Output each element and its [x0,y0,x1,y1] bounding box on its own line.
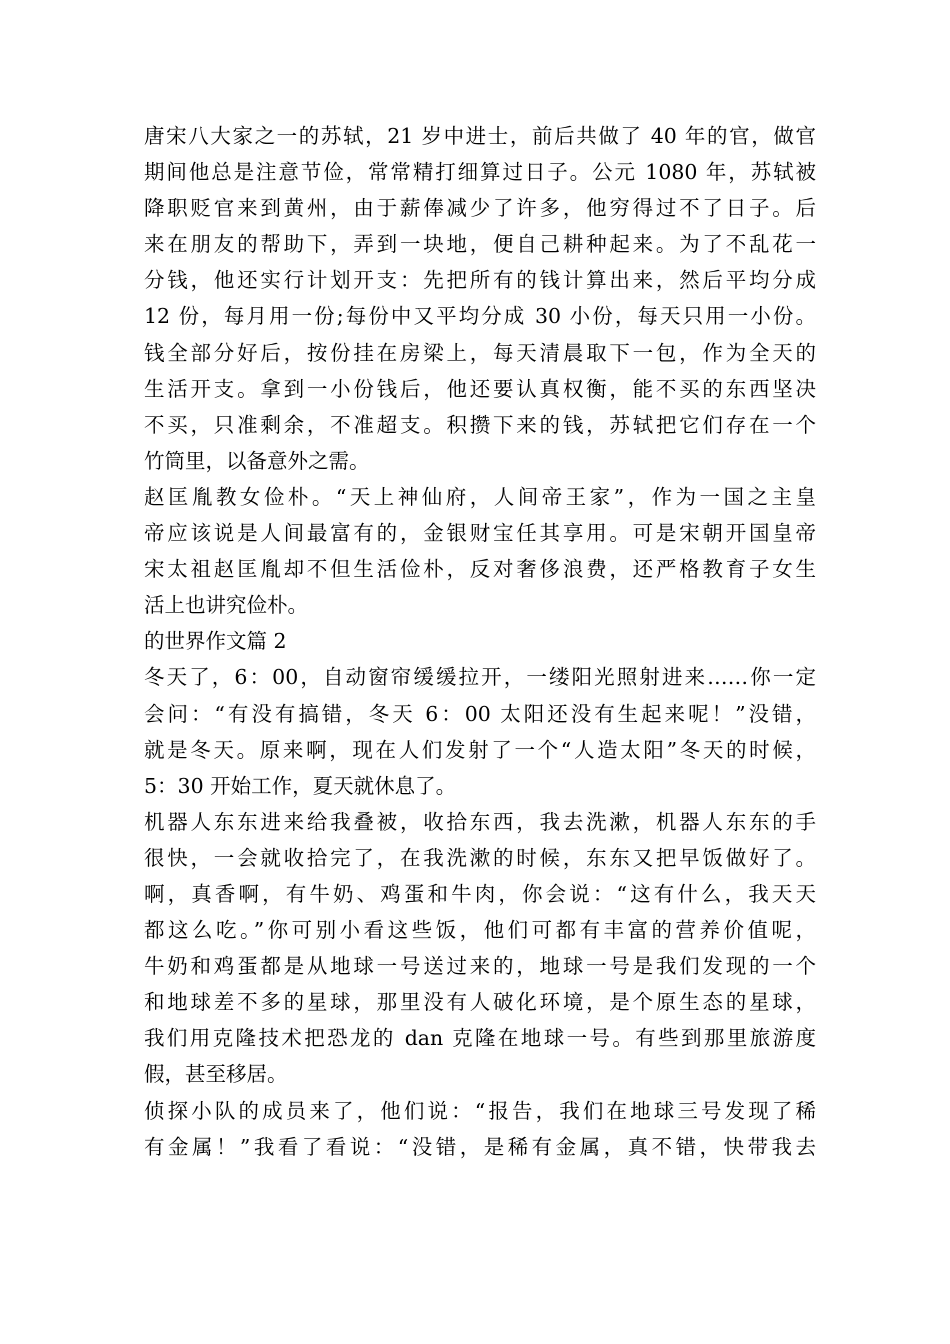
paragraph-winter [144,659,816,803]
text-line: 冬天了，6：00，自动窗帘缓缓拉开，一缕阳光照射进来……你一定 [144,665,816,690]
document-page [144,118,816,1165]
text-line: 我们用克隆技术把恐龙的 dan 克隆在地球一号。有些到那里旅游度 [144,1026,816,1051]
text-line: 不买，只准剩余，不准超支。积攒下来的钱，苏轼把它们存在一个 [144,412,816,437]
text-line: 分钱，他还实行计划开支：先把所有的钱计算出来，然后平均分成 [144,268,816,293]
text-line: 赵匡胤教女俭朴。“天上神仙府，人间帝王家”，作为一国之主皇 [144,484,816,509]
text-line: 宋太祖赵匡胤却不但生活俭朴，反对奢侈浪费，还严格教育子女生 [144,557,816,582]
text-line: 侦探小队的成员来了，他们说：“报告，我们在地球三号发现了稀 [144,1098,816,1123]
text-line: 啊，真香啊，有牛奶、鸡蛋和牛肉，你会说：“这有什么，我天天 [144,881,816,906]
text-line: 竹筒里，以备意外之需。 [144,448,370,473]
paragraph-su-shi [144,118,816,479]
text-line: 都这么吃。”你可别小看这些饭，他们可都有丰富的营养价值呢， [144,918,816,943]
text-line: 牛奶和鸡蛋都是从地球一号送过来的，地球一号是我们发现的一个 [144,954,816,979]
text-line: 帝应该说是人间最富有的，金银财宝任其享用。可是宋朝开国皇帝 [144,521,816,546]
text-line: 5：30 开始工作，夏天就休息了。 [144,773,457,798]
section-heading [144,623,816,659]
text-line: 有金属！”我看了看说：“没错，是稀有金属，真不错，快带我去 [144,1134,816,1159]
text-line: 机器人东东进来给我叠被，收拾东西，我去洗漱，机器人东东的手 [144,809,816,834]
text-line: 就是冬天。原来啊，现在人们发射了一个“人造太阳”冬天的时候， [144,737,816,762]
text-line: 12 份，每月用一份;每份中又平均分成 30 小份，每天只用一小份。 [144,304,816,329]
text-line: 唐宋八大家之一的苏轼，21 岁中进士，前后共做了 40 年的官，做官 [144,124,816,148]
heading-line: 的世界作文篇 2 [144,629,287,654]
text-line: 钱全部分好后，按份挂在房梁上，每天清晨取下一包，作为全天的 [144,340,816,365]
text-line: 活上也讲究俭朴。 [144,593,308,618]
paragraph-robot [144,804,816,1093]
text-line: 和地球差不多的星球，那里没有人破化环境，是个原生态的星球， [144,990,816,1015]
text-line: 很快，一会就收拾完了，在我洗漱的时候，东东又把早饭做好了。 [144,845,816,870]
text-line: 假，甚至移居。 [144,1062,288,1087]
text-line: 生活开支。拿到一小份钱后，他还要认真权衡，能不买的东西坚决 [144,376,816,401]
text-line: 降职贬官来到黄州，由于薪俸减少了许多，他穷得过不了日子。后 [144,196,816,221]
text-line: 来在朋友的帮助下，弄到一块地，便自己耕种起来。为了不乱花一 [144,232,816,257]
paragraph-zhao-kuangyin [144,479,816,623]
text-line: 会问：“有没有搞错，冬天 6：00 太阳还没有生起来呢！”没错， [144,701,816,726]
paragraph-detectives [144,1093,816,1165]
text-line: 期间他总是注意节俭，常常精打细算过日子。公元 1080 年，苏轼被 [144,160,816,185]
